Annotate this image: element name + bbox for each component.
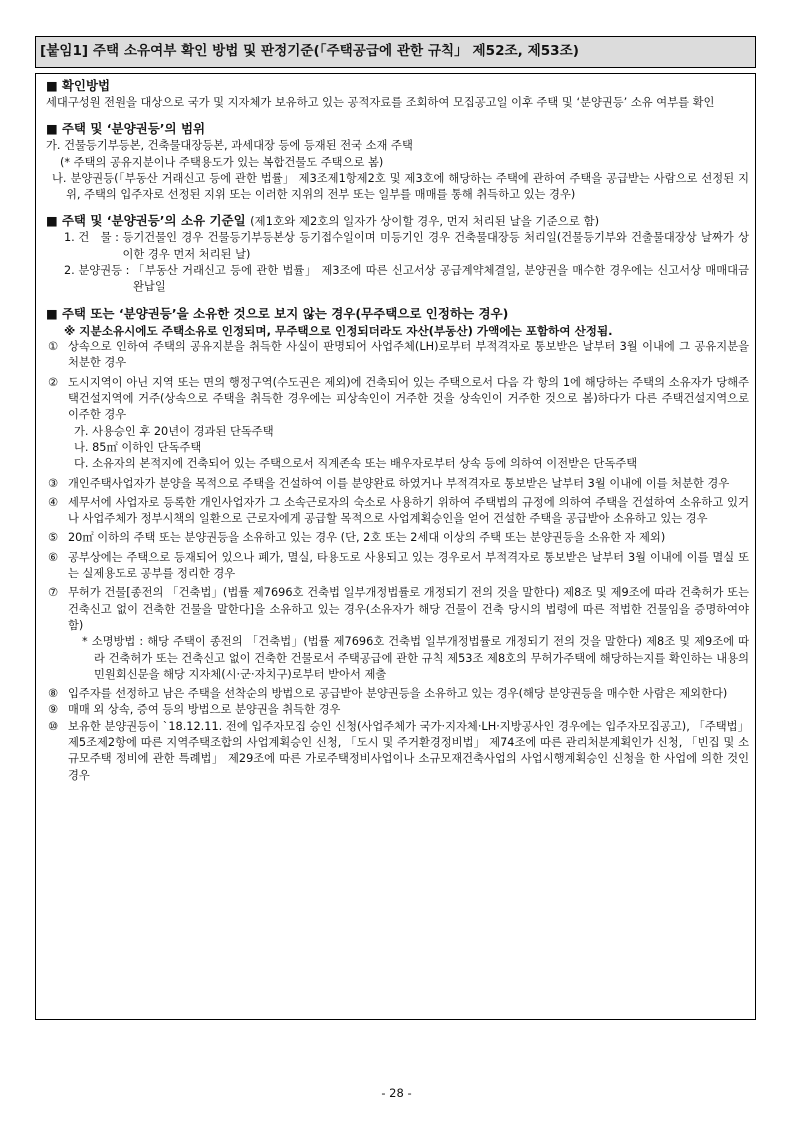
exception-item-4 — [46, 495, 749, 528]
section-heading-text: 주택 및 ‘분양권등’의 범위 — [61, 121, 206, 137]
item-number: ③ — [48, 476, 59, 490]
item-text: 입주자를 선정하고 남은 주택을 선착순의 방법으로 공급받아 분양권등을 소유하고 있는 경우(해당 분양권등을 매수한 사람은 제외한다) — [68, 687, 728, 701]
square-bullet-icon: ■ — [46, 121, 58, 137]
item-text: 공부상에는 주택으로 등재되어 있으나 폐가, 멸실, 타용도로 사용되고 있는 경우로서 부적격자로 통보받은 날부터 3월 이내에 이를 멸실 또는 실제용도로 공부를 정리한 경우 — [68, 550, 749, 581]
exception-sub-na: 나. 85㎡ 이하인 단독주택 — [74, 440, 202, 454]
exception-item-5 — [46, 530, 749, 546]
item-text: 개인주택사업자가 분양을 목적으로 주택을 건설하여 이를 분양완료 하였거나 부적격자로 통보받은 날부터 3월 이내에 이를 처분한 경우 — [68, 476, 730, 490]
proof-method-note: * 소명방법 : 해당 주택이 종전의 「건축법」(법률 제7696호 건축법 일부개정법률로 개정되기 전의 것을 말한다) 제8조 및 제9조에 따라 건축허가 또는 건축신고 없이 건축한 건물로서 주택공급에 관한 규칙 제53조 제8호의 무허가주택에 해당하는지를 확인하는 내용의 민원회신문을 해당 지자체(시·군·자치구)로부터 받아서 제출 — [82, 635, 749, 681]
exception-item-1 — [46, 339, 749, 372]
square-bullet-icon: ■ — [46, 78, 58, 93]
item-text: 무허가 건물[종전의 「건축법」(법률 제7696호 건축법 일부개정법률로 개정되기 전의 것을 말한다) 제8조 및 제9조에 따라 건축허가 또는 건축신고 없이 건축한 건물을 말한다]을 소유하고 있는 경우(소유자가 해당 건물이 건축 당시의 법령에 따른 적법한 건물임을 증명하여야 함) — [68, 586, 749, 632]
check-method-text: 세대구성원 전원을 대상으로 국가 및 지자체가 보유하고 있는 공적자료를 조회하여 모집공고일 이후 주택 및 ‘분양권등’ 소유 여부를 확인 — [46, 96, 715, 109]
exception-item-9 — [46, 702, 749, 718]
section-heading-exceptions — [46, 305, 749, 323]
item-number: ④ — [48, 495, 59, 509]
exception-item-10 — [46, 719, 749, 784]
item-number: ① — [48, 340, 59, 354]
item-number: ⑨ — [48, 703, 59, 717]
item-number: ⑧ — [48, 687, 59, 701]
section-heading-reference-date — [46, 212, 749, 230]
item-number: ⑥ — [48, 550, 59, 564]
scope-item-ga: 가. 건물등기부등본, 건축물대장등본, 과세대장 등에 등재된 전국 소재 주택 — [46, 139, 413, 153]
exceptions-notice: ※ 지분소유시에도 주택소유로 인정되며, 무주택으로 인정되더라도 자산(부동산) 가액에는 포함하여 산정됨. — [64, 323, 613, 338]
page-title: [붙임1] 주택 소유여부 확인 방법 및 판정기준(「주택공급에 관한 규칙」 제52조, 제53조) — [35, 36, 756, 68]
definition-label: 2. 분양권등 : — [64, 264, 134, 278]
scope-item-ga-note: (* 주택의 공유지분이나 주택용도가 있는 복합건물도 주택으로 봄) — [60, 155, 384, 169]
item-text: 20㎡ 이하의 주택 또는 분양권등을 소유하고 있는 경우 (단, 2호 또는 2세대 이상의 주택 또는 분양권등을 소유한 자 제외) — [68, 531, 666, 545]
square-bullet-icon: ■ — [46, 213, 58, 229]
section-heading-text: 주택 또는 ‘분양권등’을 소유한 것으로 보지 않는 경우(무주택으로 인정하는 경우) — [61, 305, 509, 321]
definition-label: 1. 건 물 : — [64, 231, 123, 245]
item-text: 도시지역이 아닌 지역 또는 면의 행정구역(수도권은 제외)에 건축되어 있는 주택으로서 다음 각 항의 1에 해당하는 주택의 소유자가 당해주택건설지역에 거주(상속으로 주택을 취득한 경우에는 피상속인이 거주한 것을 상속인이 거주한 것으로 봄)하다가 다른 주택건설지역으로 이주한 경우 — [68, 375, 749, 422]
definition-text: 「부동산 거래신고 등에 관한 법률」 제3조에 따른 신고서상 공급계약체결일, 분양권을 매수한 경우에는 신고서상 매매대금 완납일 — [133, 264, 749, 294]
exception-item-8 — [46, 686, 749, 702]
item-text: 상속으로 인하여 주택의 공유지분을 취득한 사실이 판명되어 사업주체(LH)로부터 부적격자로 통보받은 날부터 3월 이내에 그 공유지분을 처분한 경우 — [68, 340, 749, 370]
item-number: ② — [48, 375, 59, 389]
item-text: 보유한 분양권등이 `18.12.11. 전에 입주자모집 승인 신청(사업주체가 국가·지자체·LH·지방공사인 경우에는 입주자모집공고), 「주택법」 제5조제2항에 따른 지역주택조합의 사업계획승인 신청, 「도시 및 주거환경정비법」 제74조에 따른 관리처분계획인가 신청, 「빈집 및 소규모주택 정비에 관한 특례법」 제29조에 따른 가로주택정비사업이나 소규모재건축사업의 사업시행계획승인 신청을 한 사업에 의한 것인 경우 — [68, 719, 749, 782]
exception-item-3 — [46, 476, 749, 492]
section-heading-note: (제1호와 제2호의 일자가 상이할 경우, 먼저 처리된 날을 기준으로 함) — [250, 214, 600, 229]
item-text: 매매 외 상속, 증여 등의 방법으로 분양권을 취득한 경우 — [68, 703, 341, 717]
reference-date-building — [46, 230, 749, 263]
definition-text: 등기건물인 경우 건물등기부등본상 등기접수일이며 미등기인 경우 건축물대장등 처리일(건물등기부와 건출물대장상 날짜가 상이한 경우 먼저 처리된 날) — [122, 231, 749, 261]
exception-item-2 — [46, 375, 749, 424]
exception-sub-ga: 가. 사용승인 후 20년이 경과된 단독주택 — [74, 424, 274, 438]
section-heading-text: 확인방법 — [61, 78, 111, 93]
exception-item-6 — [46, 550, 749, 583]
item-number: ⑦ — [48, 586, 59, 600]
reference-date-presale — [46, 263, 749, 296]
item-number: ⑩ — [48, 719, 59, 733]
section-heading-text: 주택 및 ‘분양권등’의 소유 기준일 — [61, 213, 246, 229]
item-text: 세무서에 사업자로 등록한 개인사업자가 그 소속근로자의 숙소로 사용하기 위하여 주택법의 규정에 의하여 주택을 건설하여 소유하고 있거나 사업주체가 정부시책의 일환으로 근로자에게 공급할 목적으로 사업계획승인을 얻어 건설한 주택을 공급받아 소유하고 있는 경우 — [68, 495, 749, 526]
scope-item-na: 나. 분양권등(「부동산 거래신고 등에 관한 법률」 제3조제1항제2호 및 제3호에 해당하는 주택에 관하여 주택을 공급받는 사람으로 선정된 지위, 주택의 입주자로 선정된 지위 또는 이러한 지위의 전부 또는 일부를 매매를 통해 취득하고 있는 경우) — [52, 171, 749, 202]
square-bullet-icon: ■ — [46, 305, 58, 321]
exception-sub-da: 다. 소유자의 본적지에 건축되어 있는 주택으로서 직계존속 또는 배우자로부터 상속 등에 의하여 이전받은 단독주택 — [74, 457, 638, 471]
page-number: - 28 - — [381, 1086, 412, 1100]
content-box — [35, 73, 756, 1020]
item-number: ⑤ — [48, 531, 59, 545]
section-heading-scope — [46, 120, 749, 138]
exception-item-7 — [46, 585, 749, 634]
section-heading-check-method — [46, 77, 749, 95]
